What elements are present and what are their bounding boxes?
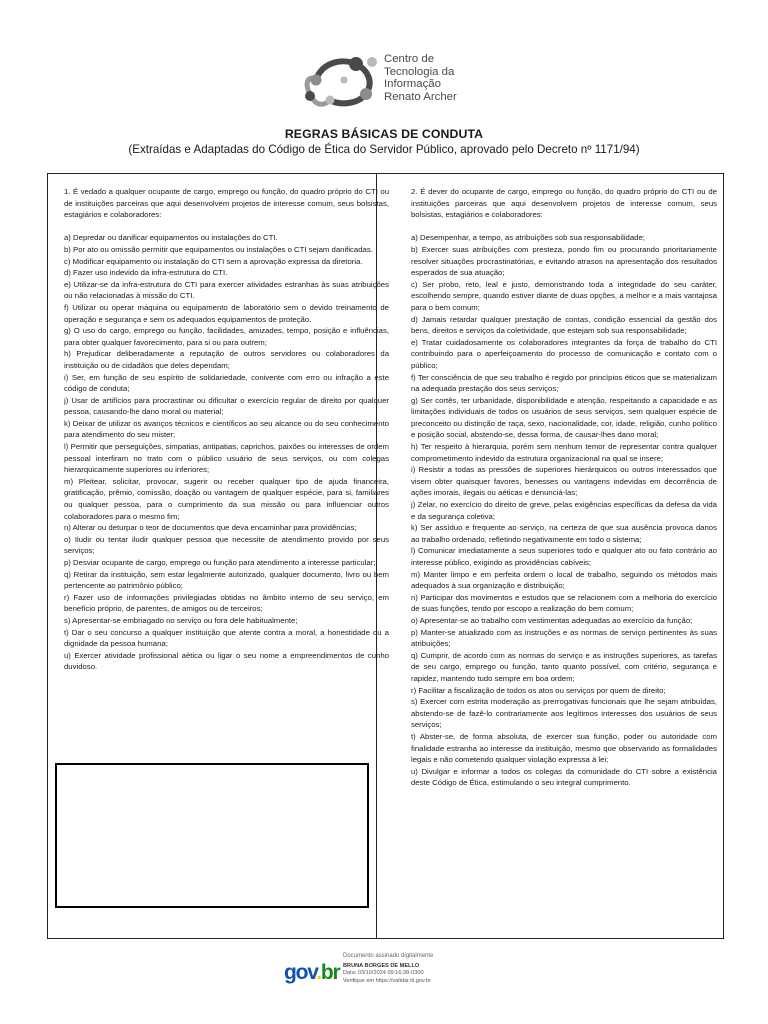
- prohibition-item: q) Retirar da instituição, sem estar legalmente autorizado, qualquer documento, livro ou bem pertencente ao patrimônio público;: [64, 569, 389, 591]
- duty-item: h) Ter respeito à hierarquia, porém sem nenhum temor de representar contra qualquer comprometimento indevido da estrutura organizacional na qual se insere;: [411, 442, 717, 463]
- duty-item: t) Abster-se, de forma absoluta, de exercer sua função, poder ou autoridade com finalidade estranha ao interesse da instituição, mesmo que observando as formalidades legais e não cometendo qualquer violação expressa à lei;: [411, 731, 717, 765]
- duty-item: o) Apresentar-se ao trabalho com vestimentas adequadas ao exercício da função;: [411, 615, 693, 625]
- duty-item: d) Jamais retardar qualquer prestação de contas, condição essencial da gestão dos bens, direitos e serviços da coletividade, que estejam sob sua responsabilidade;: [411, 314, 717, 336]
- cti-logo-icon: [300, 50, 390, 114]
- duty-item: l) Comunicar imediatamente a seus superiores todo e qualquer ato ou fato contrário ao interesse público, exigindo as providências cabíveis;: [411, 546, 717, 567]
- duty-item: f) Ter consciência de que seu trabalho é regido por princípios éticos que se materializam na adequada prestação dos seus serviços;: [411, 372, 717, 394]
- prohibition-item: u) Exercer atividade profissional aética ou ligar o seu nome a empreendimentos de cunho duvidoso.: [64, 650, 389, 672]
- duty-item: c) Ser probo, reto, leal e justo, demonstrando toda a integridade do seu caráter, escolhendo sempre, quando estiver diante de duas opções, a melhor e a mais vantajosa para o bem comum;: [411, 279, 717, 312]
- duties-box: [376, 173, 724, 939]
- prohibition-item: n) Alterar ou deturpar o teor de documentos que deva encaminhar para providências;: [64, 523, 357, 533]
- prohibition-item: a) Depredar ou danificar equipamentos ou instalações do CTI.: [64, 233, 278, 243]
- logo-line: Renato Archer: [384, 90, 457, 103]
- cti-logo: [300, 50, 470, 114]
- document-title: REGRAS BÁSICAS DE CONDUTA: [284, 127, 484, 141]
- duties-text: [411, 186, 717, 789]
- prohibitions-text: [64, 186, 389, 673]
- govbr-br: br: [320, 961, 340, 984]
- duty-item: r) Facilitar a fiscalização de todos os atos ou serviços por quem de direito;: [411, 685, 666, 695]
- prohibition-item: o) Iludir ou tentar iludir qualquer pessoa que necessite de atendimento provido por seus serviços;: [64, 534, 389, 556]
- duty-item: e) Tratar cuidadosamente os colaboradores integrantes da força de trabalho do CTI contribuindo para o aperfeiçoamento do processo de comunicação e contato com o público;: [411, 337, 717, 370]
- signature-verify-link[interactable]: Verifique em https://validar.iti.gov.br: [343, 977, 431, 984]
- prohibition-item: l) Permitir que perseguições, simpatias, antipatias, caprichos, paixões ou interesses de ordem pessoal interfiram no trato com o público usuário de seus serviços, ou com colegas hierarquicamente superiores ou inferiores;: [64, 442, 389, 475]
- prohibition-item: k) Deixar de utilizar os avanços técnicos e científicos ao seu alcance ou do seu conhecimento para atendimento do seu mister;: [64, 418, 389, 440]
- logo-line: Informação: [384, 78, 441, 91]
- prohibitions-intro: 1. É vedado a qualquer ocupante de cargo, emprego ou função, do quadro próprio do CTI ou de instituições parceiras que aqui desenvolvem projetos de interesse comum, seus bolsistas, estagiários e colaboradores:: [64, 187, 389, 220]
- prohibition-item: e) Utilizar-se da infra-estrutura do CTI para exercer atividades estranhas às suas atribuições ou não relacionadas à missão do CTI.: [64, 279, 389, 301]
- prohibition-item: f) Utilizar ou operar máquina ou equipamento de laboratório sem o devido treinamento de operação e segurança e sem os adequados equipamentos de proteção.: [64, 302, 389, 324]
- govbr-gov: gov: [284, 961, 317, 984]
- prohibition-item: t) Dar o seu concurso a qualquer instituição que atente contra a moral, a honestidade ou a dignidade da pessoa humana;: [64, 627, 389, 649]
- document-subtitle: (Extraídas e Adaptadas do Código de Ética do Servidor Público, aprovado pelo Decreto nº 1171/94): [128, 143, 640, 156]
- signer-name: BRUNA BORGES DE MELLO: [343, 963, 420, 970]
- prohibition-item: r) Fazer uso de informações privilegiadas obtidas no âmbito interno de seu serviço, em benefício próprio, de parentes, de amigos ou de terceiros;: [64, 592, 389, 614]
- prohibition-item: i) Ser, em função de seu espírito de solidariedade, conivente com erro ou infração a este código de conduta;: [64, 372, 389, 394]
- prohibition-item: j) Usar de artifícios para procrastinar ou dificultar o exercício regular de direito por qualquer pessoa, causando-lhe dano moral ou material;: [64, 395, 389, 417]
- govbr-dot: .: [316, 961, 321, 984]
- signature-date: Data: 03/10/2024 09:16:38-0300: [343, 970, 424, 977]
- prohibition-item: m) Pleitear, solicitar, provocar, sugerir ou receber qualquer tipo de ajuda financeira, gratificação, prêmio, comissão, doação ou vantagem de qualquer espécie, para si, familiares ou qualquer pessoa, para o cumprimento da sua missão ou para influenciar outros colaboradores para o mesmo fim;: [64, 476, 389, 521]
- duty-item: b) Exercer suas atribuições com presteza, pondo fim ou procurando prioritariamente resolver situações procrastinatórias, e evitando atrasos na apresentação dos resultados esperados de sua atuação;: [411, 244, 717, 278]
- stamp-area: [55, 763, 369, 908]
- prohibition-item: c) Modificar equipamento ou instalação do CTI sem a aprovação expressa da diretoria.: [64, 256, 363, 266]
- prohibition-item: b) Por ato ou omissão permitir que equipamentos ou instalações o CTI sejam danificadas.: [64, 244, 373, 254]
- prohibition-item: d) Fazer uso indevido da infra-estrutura do CTI.: [64, 268, 228, 278]
- duty-item: q) Cumprir, de acordo com as normas do serviço e as instruções superiores, as tarefas de seu cargo, emprego ou função, tanto quanto possível, com critério, segurança e rapidez, mantendo tudo sempre em boa ordem;: [411, 650, 717, 683]
- prohibition-item: p) Desviar ocupante de cargo, emprego ou função para atendimento a interesse particular;: [64, 558, 376, 567]
- signature-info: [343, 953, 433, 985]
- duties-intro: 2. É dever do ocupante de cargo, emprego ou função, do quadro próprio do CTI ou de instituições parceiras que aqui desenvolvem projetos de interesse comum, seus bolsistas, estagiários e colaboradores:: [411, 187, 717, 220]
- prohibition-item: g) O uso do cargo, emprego ou função, facilidades, amizades, tempo, posição e influências, para obter qualquer favorecimento, para si ou para outrem;: [64, 326, 389, 347]
- duty-item: m) Manter limpo e em perfeita ordem o local de trabalho, seguindo os métodos mais adequados à sua organização e distribuição;: [411, 569, 717, 591]
- logo-line: Tecnologia da: [384, 65, 455, 78]
- digital-signature: [284, 950, 524, 998]
- logo-wordmark: [384, 53, 457, 103]
- duty-item: s) Exercer com estrita moderação as prerrogativas funcionais que lhe sejam atribuídas, abstendo-se de fazê-lo contrariamente aos legítimos interesses dos usuários de seus serviços;: [411, 697, 717, 730]
- prohibition-item: s) Apresentar-se embriagado no serviço ou fora dele habitualmente;: [64, 615, 298, 625]
- logo-line: Centro de: [384, 53, 435, 65]
- signature-header: Documento assinado digitalmente: [343, 953, 434, 959]
- prohibition-item: h) Prejudicar deliberadamente a reputação de outros servidores ou colaboradores da instituição ou de cidadãos que deles dependam;: [64, 349, 389, 370]
- duty-item: j) Zelar, no exercício do direito de greve, pelas exigências específicas da defesa da vida e da segurança coletiva;: [411, 500, 717, 521]
- duty-item: k) Ser assíduo e frequente ao serviço, na certeza de que sua ausência provoca danos ao trabalho ordenado, refletindo negativamente em todo o sistema;: [411, 523, 717, 544]
- duty-item: p) Manter-se atualizado com as instruções e as normas de serviço pertinentes às suas atribuições;: [411, 627, 717, 649]
- duty-item: i) Resistir a todas as pressões de superiores hierárquicos ou outros interessados que visem obter quaisquer favores, benesses ou vantagens indevidas em decorrência de ações imorais, ilegais ou aéticas e denunciá-las;: [411, 465, 717, 498]
- duty-item: u) Divulgar e informar a todos os colegas da comunidade do CTI sobre a existência deste Código de Ética, estimulando o seu integral cumprimento.: [411, 766, 717, 788]
- duty-item: n) Participar dos movimentos e estudos que se relacionem com a melhoria do exercício de suas funções, tendo por escopo a realização do bem comum;: [411, 592, 717, 614]
- duty-item: a) Desempenhar, a tempo, as atribuições sob sua responsabilidade;: [411, 233, 645, 243]
- duty-item: g) Ser cortês, ter urbanidade, disponibilidade e atenção, respeitando a capacidade e as limitações individuais de todos os usuários de seus serviços, sem qualquer espécie de preconceito ou distinção de raça, sexo, nacionalidade, cor, idade, religião, cunho político e posição social, abstendo-se, dessa forma, de causar-lhes dano moral;: [411, 395, 717, 440]
- govbr-logo: [284, 961, 339, 985]
